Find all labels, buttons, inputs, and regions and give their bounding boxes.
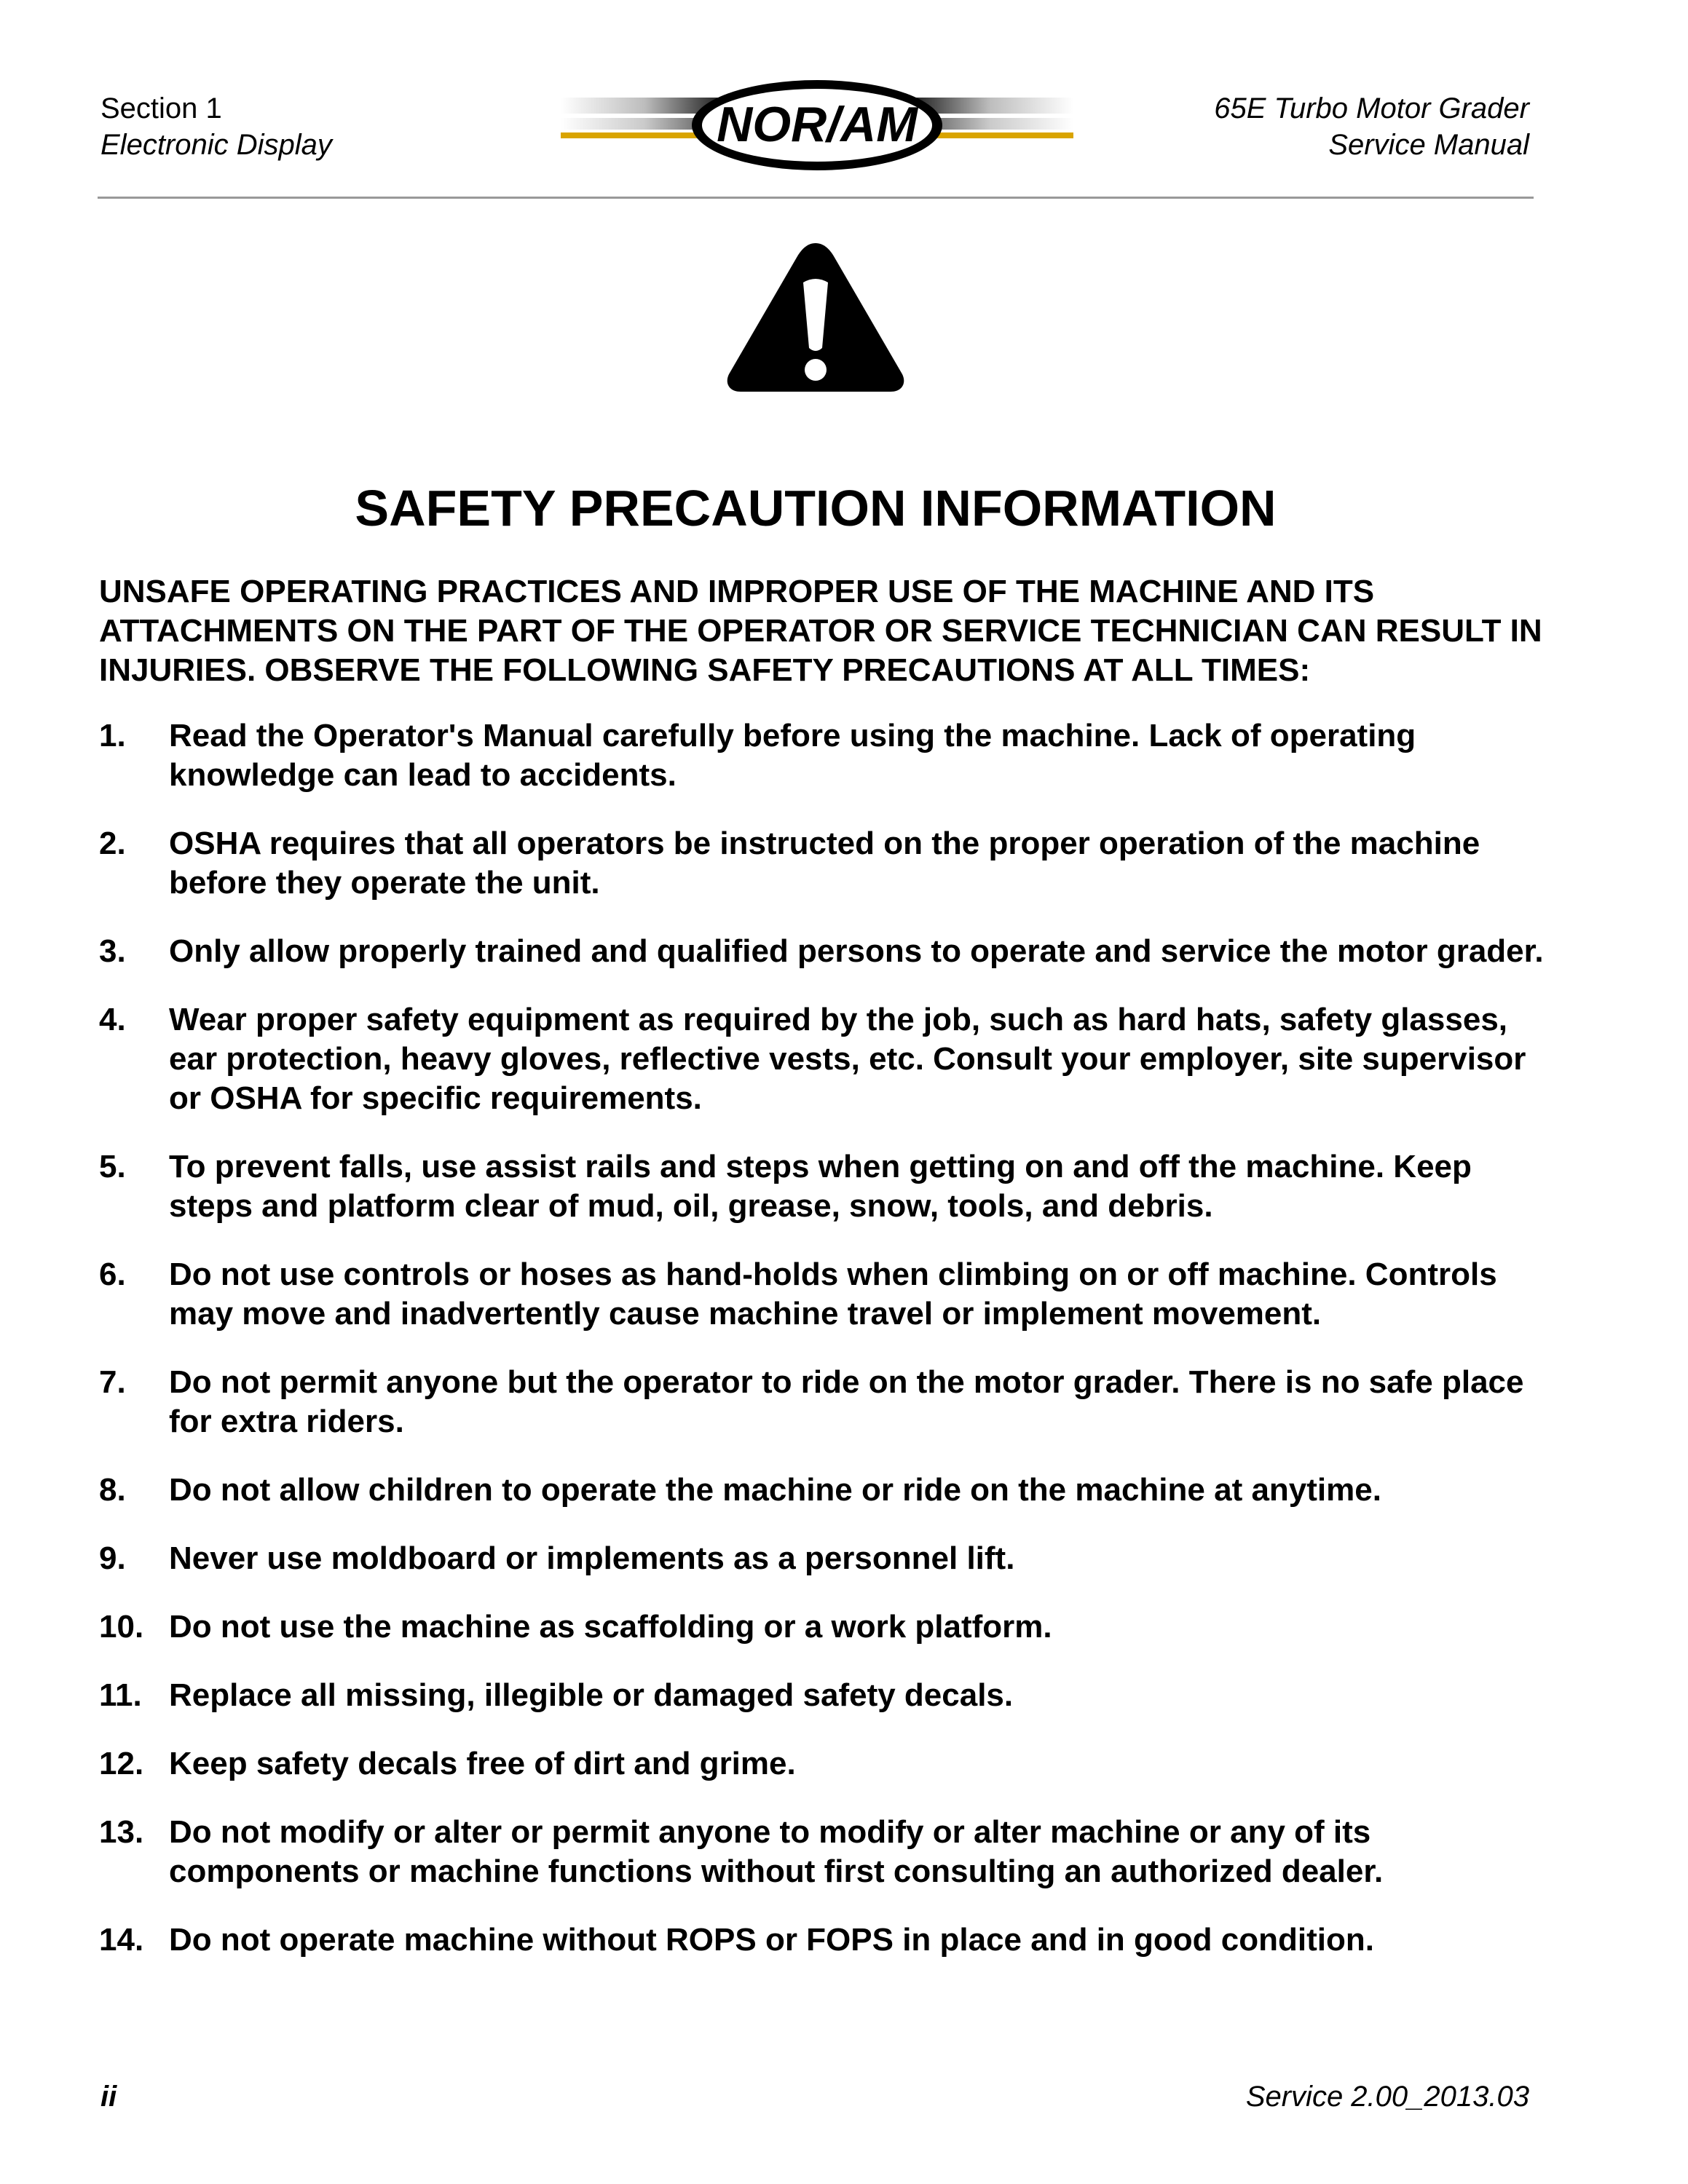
item-number: 3. — [99, 933, 126, 969]
item-number: 6. — [99, 1257, 126, 1292]
safety-precautions-list — [99, 716, 1555, 1989]
item-number: 7. — [99, 1364, 126, 1400]
item-number: 9. — [99, 1540, 126, 1576]
item-text: Do not operate machine without ROPS or FOPS in place and in good condition. — [169, 1922, 1374, 1958]
list-item — [99, 1676, 1555, 1715]
version-label: Service 2.00_2013.03 — [1245, 2081, 1529, 2113]
list-item — [99, 1539, 1555, 1578]
list-item — [99, 1471, 1555, 1510]
header-right — [1214, 90, 1529, 163]
list-item — [99, 1147, 1555, 1226]
page-number: ii — [100, 2081, 117, 2113]
item-number: 13. — [99, 1814, 144, 1850]
item-text: Wear proper safety equipment as required by the job, such as hard hats, safety glasses, ear protection, heavy gloves, reflective vests, etc. Consult your employer, site supervisor or OSHA for specific requirements. — [169, 1002, 1526, 1116]
header-left — [100, 90, 332, 163]
header-divider — [98, 197, 1534, 199]
logo-text: NOR/AM — [717, 97, 918, 152]
item-number: 8. — [99, 1472, 126, 1508]
product-name: 65E Turbo Motor Grader — [1214, 92, 1529, 124]
list-item — [99, 1813, 1555, 1891]
item-number: 2. — [99, 826, 126, 861]
list-item — [99, 1000, 1555, 1118]
item-number: 1. — [99, 718, 126, 753]
item-text: Do not allow children to operate the machine or ride on the machine at anytime. — [169, 1472, 1381, 1508]
item-number: 5. — [99, 1149, 126, 1184]
list-item — [99, 1255, 1555, 1334]
warning-triangle-icon — [723, 237, 908, 395]
list-item — [99, 824, 1555, 903]
item-number: 4. — [99, 1002, 126, 1037]
list-item — [99, 1607, 1555, 1647]
item-text: Do not permit anyone but the operator to ride on the motor grader. There is no safe place for extra riders. — [169, 1364, 1524, 1439]
subsection-label: Electronic Display — [100, 129, 332, 161]
item-text: Do not use the machine as scaffolding or a work platform. — [169, 1609, 1052, 1645]
item-text: Read the Operator's Manual carefully before using the machine. Lack of operating knowledge can lead to accidents. — [169, 718, 1416, 793]
item-text: Only allow properly trained and qualified persons to operate and service the motor grader. — [169, 933, 1544, 969]
section-label: Section 1 — [100, 92, 222, 124]
item-text: Replace all missing, illegible or damaged safety decals. — [169, 1677, 1014, 1713]
list-item — [99, 1744, 1555, 1784]
item-number: 10. — [99, 1609, 144, 1645]
item-text: Keep safety decals free of dirt and grime. — [169, 1746, 796, 1781]
list-item — [99, 1920, 1555, 1960]
page-title: SAFETY PRECAUTION INFORMATION — [355, 480, 1277, 537]
list-item — [99, 716, 1555, 795]
intro-paragraph: UNSAFE OPERATING PRACTICES AND IMPROPER USE OF THE MACHINE AND ITS ATTACHMENTS ON THE PART OF THE OPERATOR OR SERVICE TECHNICIAN CAN RESULT IN INJURIES. OBSERVE THE FOLLOWING SAFETY PRECAUTIONS AT ALL TIMES: — [99, 574, 1542, 688]
item-text: OSHA requires that all operators be instructed on the proper operation of the machine before they operate the unit. — [169, 826, 1480, 901]
item-text: Never use moldboard or implements as a personnel lift. — [169, 1540, 1015, 1576]
doc-type: Service Manual — [1328, 129, 1529, 161]
list-item — [99, 932, 1555, 971]
item-number: 14. — [99, 1922, 144, 1958]
item-number: 12. — [99, 1746, 144, 1781]
list-item — [99, 1363, 1555, 1441]
noram-logo — [561, 74, 1073, 176]
item-text: To prevent falls, use assist rails and steps when getting on and off the machine. Keep steps and platform clear of mud, oil, grease, snow, tools, and debris. — [169, 1149, 1472, 1224]
item-text: Do not modify or alter or permit anyone to modify or alter machine or any of its components or machine functions without first consulting an authorized dealer. — [169, 1814, 1384, 1889]
item-text: Do not use controls or hoses as hand-holds when climbing on or off machine. Controls may move and inadvertently cause machine travel or implement movement. — [169, 1257, 1497, 1332]
item-number: 11. — [99, 1677, 142, 1713]
